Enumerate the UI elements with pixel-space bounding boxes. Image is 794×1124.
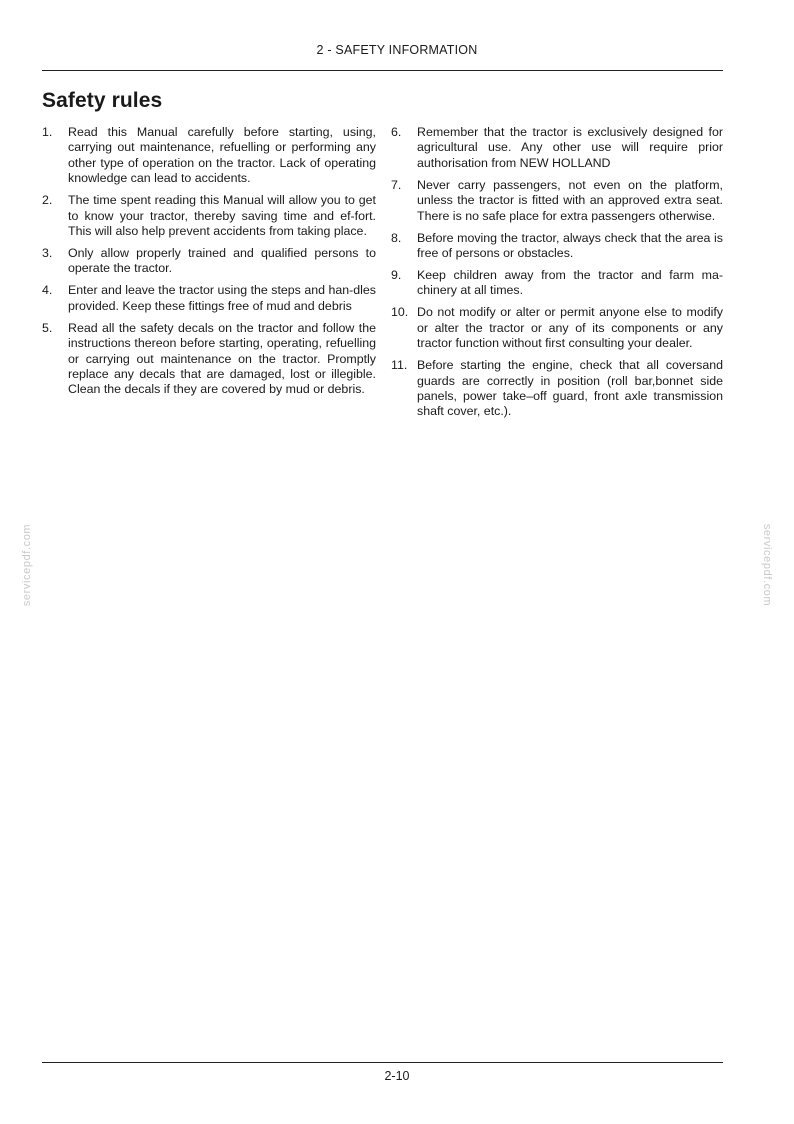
item-text: Enter and leave the tractor using the steps and han-dles provided. Keep these fittings free of mud and debris <box>68 283 376 313</box>
list-item <box>391 178 723 224</box>
item-number: 11. <box>391 358 408 373</box>
list-item <box>391 268 723 299</box>
list-item <box>391 231 723 262</box>
watermark-left: servicepdf.com <box>21 523 33 607</box>
list-item <box>42 321 376 398</box>
list-item <box>42 125 376 187</box>
list-item <box>42 193 376 239</box>
item-text: Read all the safety decals on the tractor and follow the instructions thereon before starting, operating, refuelling or carrying out maintenance on the tractor. Promptly replace any decals that are damaged, lost or illegible. Clean the decals if they are covered by mud or debris. <box>68 320 376 397</box>
item-number: 1. <box>42 125 53 139</box>
list-item <box>391 305 723 351</box>
list-item <box>391 358 723 420</box>
header-divider <box>42 70 723 71</box>
item-number: 6. <box>391 125 402 139</box>
page-heading: Safety rules <box>42 89 163 112</box>
item-text: Read this Manual carefully before starting, using, carrying out maintenance, refuelling or performing any other type of operation on the tractor. Lack of operating knowledge can lead to accidents. <box>68 125 376 186</box>
item-text: Keep children away from the tractor and farm ma-chinery at all times. <box>417 268 723 298</box>
safety-rules-right-column <box>391 125 723 426</box>
item-text: Remember that the tractor is exclusively designed for agricultural use. Any other use will require prior authorisation from NEW HOLLAND <box>417 125 723 170</box>
safety-rules-left-column <box>42 125 376 404</box>
section-title: 2 - SAFETY INFORMATION <box>316 43 478 57</box>
item-number: 9. <box>391 268 402 283</box>
item-text: The time spent reading this Manual will allow you to get to know your tractor, thereby saving time and ef-fort. This will also help prevent accidents from taking place. <box>68 193 376 239</box>
item-number: 2. <box>42 193 53 208</box>
list-item <box>391 125 723 171</box>
item-number: 4. <box>42 283 53 298</box>
item-text: Before starting the engine, check that all coversand guards are correctly in position (roll bar,bonnet side panels, power take–off guard, front axle transmission shaft cover, etc.). <box>417 358 723 419</box>
list-item <box>42 283 376 314</box>
footer-divider <box>42 1062 723 1063</box>
item-text: Only allow properly trained and qualified persons to operate the tractor. <box>68 246 376 276</box>
item-text: Before moving the tractor, always check that the area is free of persons or obstacles. <box>417 230 723 261</box>
item-number: 7. <box>391 177 402 192</box>
item-number: 8. <box>391 230 402 245</box>
item-text: Do not modify or alter or permit anyone else to modify or alter the tractor or any of its components or any tractor function without first consulting your dealer. <box>417 305 723 351</box>
watermark-right: servicepdf.com <box>761 523 773 607</box>
page-number: 2-10 <box>384 1069 410 1083</box>
list-item <box>42 246 376 277</box>
item-number: 5. <box>42 320 53 335</box>
item-number: 10. <box>391 305 409 320</box>
item-text: Never carry passengers, not even on the platform, unless the tractor is fitted with an approved extra seat. There is no safe place for extra passengers otherwise. <box>417 177 723 223</box>
item-number: 3. <box>42 246 53 261</box>
